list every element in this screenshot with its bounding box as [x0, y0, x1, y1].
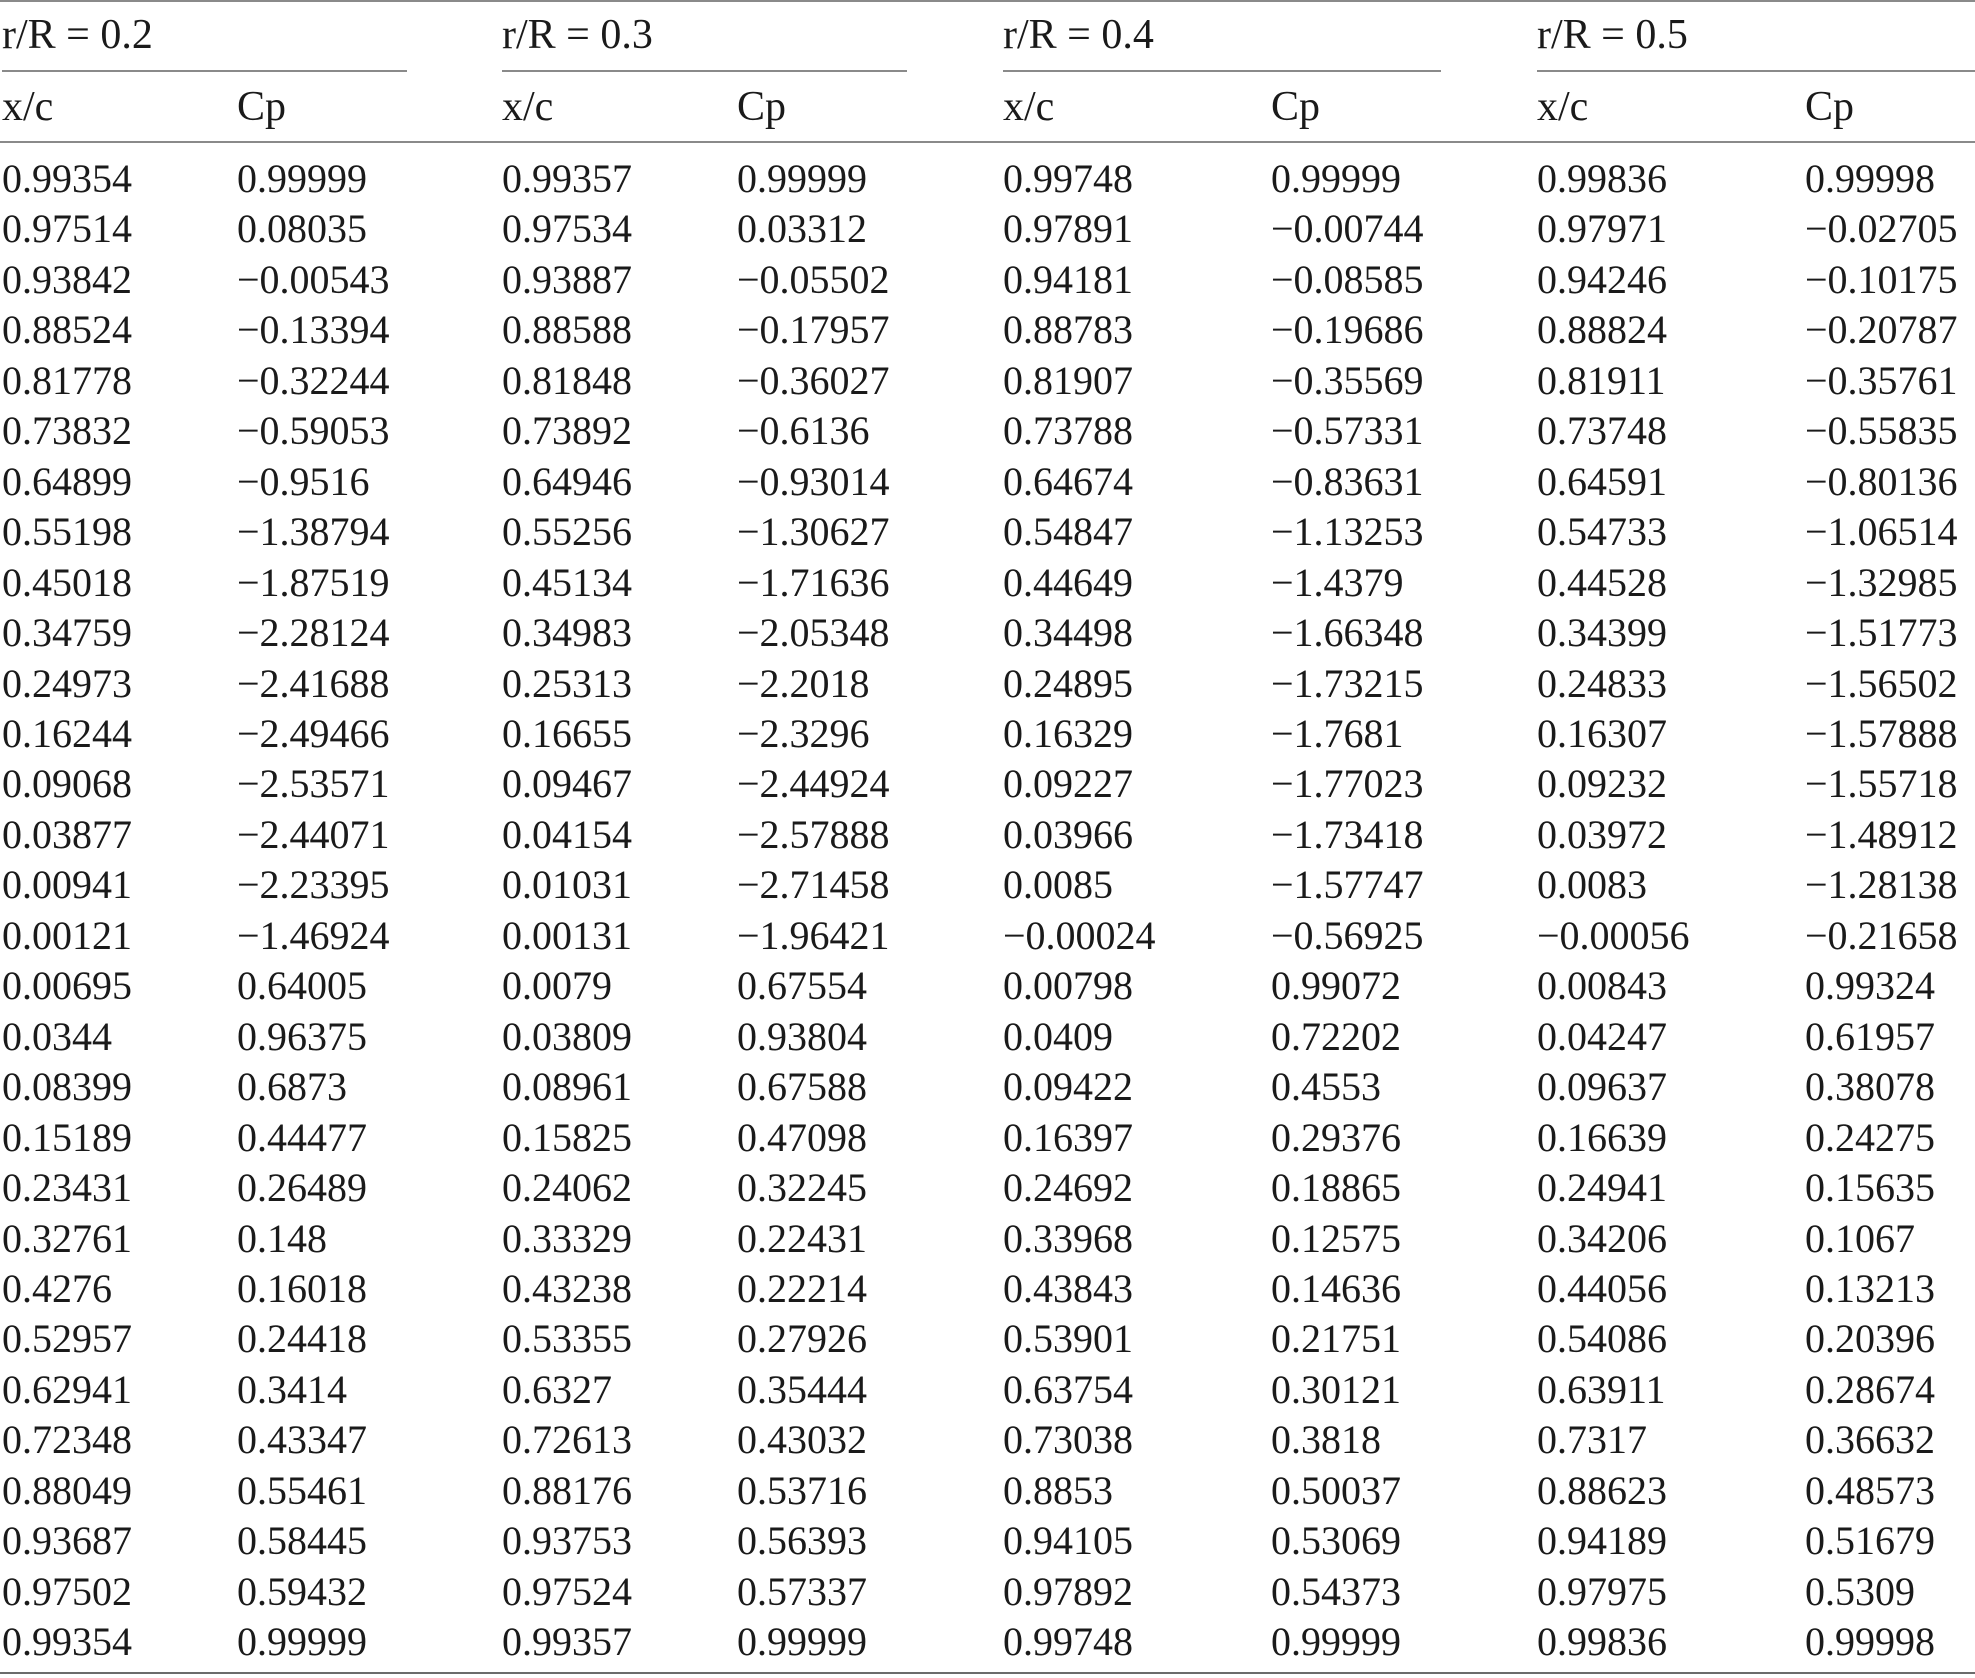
- table-cell-xc: 0.53901: [1003, 1316, 1133, 1362]
- table-cell-xc: 0.97892: [1003, 1568, 1133, 1614]
- table-cell-cp: 0.3414: [237, 1366, 347, 1412]
- table-cell-xc: 0.88588: [502, 307, 632, 353]
- group-title: r/R = 0.4: [1003, 12, 1154, 58]
- table-cell-cp: 0.24418: [237, 1316, 367, 1362]
- table-cell-xc: 0.88524: [2, 307, 132, 353]
- table-cell-xc: 0.08961: [502, 1064, 632, 1110]
- table-cell-xc: 0.72348: [2, 1417, 132, 1463]
- table-cell-cp: −2.05348: [737, 610, 890, 655]
- table-cell-xc: 0.00798: [1003, 963, 1133, 1009]
- table-cell-cp: −1.56502: [1805, 660, 1958, 706]
- table-cell-cp: 0.99999: [1271, 156, 1401, 201]
- table-cell-xc: 0.34759: [2, 610, 132, 655]
- table-cell-xc: 0.4276: [2, 1265, 112, 1311]
- table-cell-xc: 0.00695: [2, 963, 132, 1009]
- table-cell-xc: 0.0085: [1003, 862, 1113, 908]
- column-header-xc: x/c: [502, 84, 554, 130]
- table-cell-xc: 0.54733: [1537, 509, 1667, 555]
- table-cell-cp: 0.58445: [237, 1518, 367, 1564]
- table-cell-cp: 0.99998: [1805, 1619, 1935, 1665]
- table-cell-xc: 0.16244: [2, 711, 132, 756]
- table-cell-cp: 0.53716: [737, 1467, 867, 1513]
- table-cell-cp: −1.73215: [1271, 660, 1424, 706]
- table-cell-xc: 0.0079: [502, 963, 612, 1009]
- table-cell-xc: 0.00941: [2, 862, 132, 908]
- table-cell-cp: −1.38794: [237, 509, 390, 555]
- table-cell-xc: 0.88824: [1537, 307, 1667, 353]
- table-cell-cp: 0.1067: [1805, 1215, 1915, 1261]
- table-cell-xc: 0.54847: [1003, 509, 1133, 555]
- table-cell-cp: −1.73418: [1271, 811, 1424, 857]
- table-cell-cp: −0.21658: [1805, 912, 1958, 958]
- table-cell-cp: −0.00543: [237, 256, 390, 302]
- table-cell-cp: 0.64005: [237, 963, 367, 1009]
- table-cell-xc: 0.09068: [2, 761, 132, 807]
- table-cell-cp: −0.13394: [237, 307, 390, 353]
- table-cell-xc: 0.53355: [502, 1316, 632, 1362]
- table-cell-cp: −0.9516: [237, 458, 370, 504]
- table-cell-xc: 0.93687: [2, 1518, 132, 1564]
- table-cell-xc: 0.88783: [1003, 307, 1133, 353]
- table-cell-xc: 0.72613: [502, 1417, 632, 1463]
- table-cell-xc: 0.93887: [502, 256, 632, 302]
- table-cell-xc: 0.34399: [1537, 610, 1667, 655]
- table-cell-cp: 0.36632: [1805, 1417, 1935, 1463]
- table-cell-cp: −1.96421: [737, 912, 890, 958]
- table-cell-xc: 0.81778: [2, 357, 132, 403]
- table-cell-cp: 0.08035: [237, 206, 367, 252]
- table-cell-cp: −1.55718: [1805, 761, 1958, 807]
- table-cell-cp: −0.00744: [1271, 206, 1424, 252]
- table-cell-xc: 0.93753: [502, 1518, 632, 1564]
- table-cell-cp: −0.35569: [1271, 357, 1424, 403]
- table-cell-xc: 0.55256: [502, 509, 632, 555]
- table-cell-cp: 0.03312: [737, 206, 867, 252]
- table-cell-cp: 0.99998: [1805, 156, 1935, 201]
- table-cell-xc: 0.08399: [2, 1064, 132, 1110]
- table-cell-xc: 0.55198: [2, 509, 132, 555]
- table-cell-xc: 0.97891: [1003, 206, 1133, 252]
- table-cell-xc: 0.25313: [502, 660, 632, 706]
- table-cell-cp: −1.57747: [1271, 862, 1424, 908]
- table-cell-cp: −2.49466: [237, 711, 390, 756]
- table-cell-cp: 0.13213: [1805, 1265, 1935, 1311]
- group-title-rule: [2, 70, 407, 72]
- table-cell-xc: 0.97971: [1537, 206, 1667, 252]
- table-cell-xc: 0.01031: [502, 862, 632, 908]
- table-cell-cp: 0.15635: [1805, 1165, 1935, 1210]
- table-cell-xc: 0.16397: [1003, 1114, 1133, 1160]
- group-title-rule: [1003, 70, 1441, 72]
- table-cell-xc: 0.97534: [502, 206, 632, 252]
- table-cell-cp: −0.05502: [737, 256, 890, 302]
- table-cell-cp: −0.93014: [737, 458, 890, 504]
- table-cell-xc: 0.81848: [502, 357, 632, 403]
- table-cell-cp: −1.87519: [237, 559, 390, 605]
- table-cell-xc: 0.99748: [1003, 1619, 1133, 1665]
- table-cell-cp: −1.13253: [1271, 509, 1424, 555]
- table-cell-xc: 0.99836: [1537, 156, 1667, 201]
- column-header-cp: Cp: [237, 84, 287, 130]
- column-header-cp: Cp: [737, 84, 787, 130]
- table-cell-cp: 0.51679: [1805, 1518, 1935, 1564]
- table-cell-cp: 0.12575: [1271, 1215, 1401, 1261]
- table-cell-xc: 0.64946: [502, 458, 632, 504]
- table-cell-cp: 0.43347: [237, 1417, 367, 1463]
- table-cell-cp: −1.46924: [237, 912, 390, 958]
- table-cell-xc: 0.94105: [1003, 1518, 1133, 1564]
- table-cell-cp: −0.17957: [737, 307, 890, 353]
- table-cell-cp: −0.02705: [1805, 206, 1958, 252]
- table-cell-xc: 0.09422: [1003, 1064, 1133, 1110]
- table-cell-xc: 0.03809: [502, 1013, 632, 1059]
- table-cell-xc: 0.24833: [1537, 660, 1667, 706]
- table-cell-xc: 0.33329: [502, 1215, 632, 1261]
- table-cell-cp: −0.57331: [1271, 408, 1424, 454]
- table-cell-cp: 0.6873: [237, 1064, 347, 1110]
- column-header-xc: x/c: [1537, 84, 1589, 130]
- table-cell-cp: 0.47098: [737, 1114, 867, 1160]
- table-cell-cp: −0.80136: [1805, 458, 1958, 504]
- table-cell-xc: 0.33968: [1003, 1215, 1133, 1261]
- table-cell-cp: 0.56393: [737, 1518, 867, 1564]
- column-header-cp: Cp: [1271, 84, 1321, 130]
- table-cell-cp: −0.6136: [737, 408, 870, 454]
- table-cell-cp: 0.99324: [1805, 963, 1935, 1009]
- table-cell-cp: −0.55835: [1805, 408, 1958, 454]
- table-cell-xc: 0.64674: [1003, 458, 1133, 504]
- table-cell-cp: 0.21751: [1271, 1316, 1401, 1362]
- table-cell-xc: 0.97502: [2, 1568, 132, 1614]
- table-cell-xc: 0.99836: [1537, 1619, 1667, 1665]
- table-cell-xc: 0.73748: [1537, 408, 1667, 454]
- table-cell-cp: −0.35761: [1805, 357, 1958, 403]
- group-title: r/R = 0.5: [1537, 12, 1688, 58]
- group-title: r/R = 0.2: [2, 12, 153, 58]
- table-cell-cp: −1.7681: [1271, 711, 1404, 756]
- table-top-rule: [0, 0, 1975, 2]
- table-header-rule: [0, 141, 1975, 143]
- table-cell-cp: −1.28138: [1805, 862, 1958, 908]
- table-cell-cp: −1.4379: [1271, 559, 1404, 605]
- table-cell-cp: −0.32244: [237, 357, 390, 403]
- table-cell-xc: 0.43843: [1003, 1265, 1133, 1311]
- table-cell-cp: 0.16018: [237, 1265, 367, 1311]
- table-cell-cp: −1.71636: [737, 559, 890, 605]
- table-cell-xc: 0.0344: [2, 1013, 112, 1059]
- table-cell-xc: 0.00131: [502, 912, 632, 958]
- table-cell-cp: −2.44071: [237, 811, 390, 857]
- table-cell-xc: 0.15825: [502, 1114, 632, 1160]
- column-header-xc: x/c: [2, 84, 54, 130]
- table-cell-cp: 0.18865: [1271, 1165, 1401, 1210]
- table-cell-xc: 0.6327: [502, 1366, 612, 1412]
- table-cell-xc: 0.44528: [1537, 559, 1667, 605]
- table-cell-cp: 0.26489: [237, 1165, 367, 1210]
- table-cell-xc: 0.81911: [1537, 357, 1666, 403]
- table-cell-xc: 0.7317: [1537, 1417, 1647, 1463]
- table-cell-cp: −0.36027: [737, 357, 890, 403]
- table-cell-cp: −0.83631: [1271, 458, 1424, 504]
- table-cell-cp: −2.2018: [737, 660, 870, 706]
- table-cell-xc: 0.63911: [1537, 1366, 1666, 1412]
- table-cell-xc: 0.09637: [1537, 1064, 1667, 1110]
- table-cell-xc: 0.45018: [2, 559, 132, 605]
- table-cell-cp: −2.3296: [737, 711, 870, 756]
- table-cell-xc: 0.94181: [1003, 256, 1133, 302]
- table-cell-cp: −2.28124: [237, 610, 390, 655]
- table-cell-xc: 0.99357: [502, 1619, 632, 1665]
- table-cell-xc: 0.03877: [2, 811, 132, 857]
- table-cell-xc: 0.94189: [1537, 1518, 1667, 1564]
- table-cell-cp: −0.56925: [1271, 912, 1424, 958]
- table-cell-cp: −1.77023: [1271, 761, 1424, 807]
- table-cell-xc: 0.52957: [2, 1316, 132, 1362]
- table-cell-cp: 0.24275: [1805, 1114, 1935, 1160]
- group-title: r/R = 0.3: [502, 12, 653, 58]
- table-cell-cp: 0.99999: [1271, 1619, 1401, 1665]
- table-cell-xc: 0.73038: [1003, 1417, 1133, 1463]
- table-cell-xc: 0.73892: [502, 408, 632, 454]
- table-cell-cp: 0.67554: [737, 963, 867, 1009]
- table-cell-xc: 0.93842: [2, 256, 132, 302]
- table-cell-xc: 0.45134: [502, 559, 632, 605]
- table-cell-cp: 0.29376: [1271, 1114, 1401, 1160]
- table-cell-cp: −2.44924: [737, 761, 890, 807]
- table-cell-cp: −0.08585: [1271, 256, 1424, 302]
- table-cell-cp: 0.59432: [237, 1568, 367, 1614]
- column-header-xc: x/c: [1003, 84, 1055, 130]
- table-cell-xc: 0.24692: [1003, 1165, 1133, 1210]
- table-cell-xc: 0.62941: [2, 1366, 132, 1412]
- table-cell-cp: 0.55461: [237, 1467, 367, 1513]
- table-cell-xc: 0.88049: [2, 1467, 132, 1513]
- table-cell-cp: 0.14636: [1271, 1265, 1401, 1311]
- table-cell-cp: 0.99072: [1271, 963, 1401, 1009]
- table-cell-xc: 0.97524: [502, 1568, 632, 1614]
- table-bottom-rule: [0, 1672, 1975, 1674]
- table-cell-cp: 0.20396: [1805, 1316, 1935, 1362]
- table-cell-cp: 0.38078: [1805, 1064, 1935, 1110]
- table-cell-cp: 0.99999: [737, 156, 867, 201]
- table-cell-cp: 0.32245: [737, 1165, 867, 1210]
- table-cell-xc: 0.73832: [2, 408, 132, 454]
- table-cell-cp: −1.30627: [737, 509, 890, 555]
- table-cell-cp: −1.66348: [1271, 610, 1424, 655]
- table-cell-cp: −0.10175: [1805, 256, 1958, 302]
- table-cell-xc: 0.8853: [1003, 1467, 1113, 1513]
- table-cell-xc: 0.32761: [2, 1215, 132, 1261]
- table-cell-xc: 0.04247: [1537, 1013, 1667, 1059]
- table-cell-cp: 0.27926: [737, 1316, 867, 1362]
- table-cell-xc: 0.81907: [1003, 357, 1133, 403]
- table-cell-cp: 0.53069: [1271, 1518, 1401, 1564]
- table-cell-xc: 0.24941: [1537, 1165, 1667, 1210]
- table-cell-xc: 0.63754: [1003, 1366, 1133, 1412]
- table-cell-xc: 0.24895: [1003, 660, 1133, 706]
- table-cell-cp: 0.43032: [737, 1417, 867, 1463]
- table-cell-xc: 0.64591: [1537, 458, 1667, 504]
- table-cell-cp: 0.4553: [1271, 1064, 1381, 1110]
- table-cell-xc: 0.99748: [1003, 156, 1133, 201]
- table-cell-cp: −2.71458: [737, 862, 890, 908]
- table-cell-xc: 0.16639: [1537, 1114, 1667, 1160]
- table-cell-xc: 0.88176: [502, 1467, 632, 1513]
- table-cell-cp: −2.53571: [237, 761, 390, 807]
- table-cell-xc: 0.0083: [1537, 862, 1647, 908]
- table-cell-xc: 0.0409: [1003, 1013, 1113, 1059]
- table-cell-xc: 0.99357: [502, 156, 632, 201]
- table-cell-cp: 0.48573: [1805, 1467, 1935, 1513]
- table-cell-xc: 0.73788: [1003, 408, 1133, 454]
- table-cell-xc: 0.24062: [502, 1165, 632, 1210]
- table-cell-cp: −0.19686: [1271, 307, 1424, 353]
- table-cell-xc: 0.88623: [1537, 1467, 1667, 1513]
- table-cell-xc: 0.09467: [502, 761, 632, 807]
- table-cell-cp: −2.41688: [237, 660, 390, 706]
- table-cell-cp: 0.72202: [1271, 1013, 1401, 1059]
- table-cell-xc: 0.04154: [502, 811, 632, 857]
- table-cell-xc: 0.34206: [1537, 1215, 1667, 1261]
- table-cell-xc: 0.44649: [1003, 559, 1133, 605]
- table-cell-cp: −1.06514: [1805, 509, 1958, 555]
- table-cell-xc: 0.97975: [1537, 1568, 1667, 1614]
- table-cell-xc: 0.43238: [502, 1265, 632, 1311]
- table-cell-cp: 0.99999: [237, 156, 367, 201]
- table-cell-xc: 0.94246: [1537, 256, 1667, 302]
- table-cell-cp: 0.99999: [237, 1619, 367, 1665]
- table-cell-cp: −0.59053: [237, 408, 390, 454]
- group-title-rule: [502, 70, 907, 72]
- column-header-cp: Cp: [1805, 84, 1855, 130]
- table-cell-cp: 0.5309: [1805, 1568, 1915, 1614]
- table-cell-xc: 0.16329: [1003, 711, 1133, 756]
- table-cell-cp: −0.20787: [1805, 307, 1958, 353]
- table-cell-xc: 0.16307: [1537, 711, 1667, 756]
- table-cell-xc: 0.23431: [2, 1165, 132, 1210]
- table-cell-cp: 0.50037: [1271, 1467, 1401, 1513]
- table-cell-xc: 0.00843: [1537, 963, 1667, 1009]
- table-cell-xc: 0.16655: [502, 711, 632, 756]
- table-cell-cp: 0.61957: [1805, 1013, 1935, 1059]
- table-cell-xc: 0.97514: [2, 206, 132, 252]
- table-cell-xc: −0.00056: [1537, 912, 1690, 958]
- table-cell-cp: −1.51773: [1805, 610, 1958, 655]
- table-cell-cp: 0.28674: [1805, 1366, 1935, 1412]
- table-cell-xc: 0.54086: [1537, 1316, 1667, 1362]
- table-cell-cp: 0.54373: [1271, 1568, 1401, 1614]
- table-cell-cp: 0.93804: [737, 1013, 867, 1059]
- table-cell-cp: 0.96375: [237, 1013, 367, 1059]
- table-cell-xc: 0.34983: [502, 610, 632, 655]
- table-cell-cp: 0.3818: [1271, 1417, 1381, 1463]
- table-cell-cp: 0.99999: [737, 1619, 867, 1665]
- table-cell-xc: 0.64899: [2, 458, 132, 504]
- table-cell-cp: 0.35444: [737, 1366, 867, 1412]
- table-cell-cp: 0.44477: [237, 1114, 367, 1160]
- table-cell-xc: 0.00121: [2, 912, 132, 958]
- table-cell-xc: −0.00024: [1003, 912, 1156, 958]
- group-title-rule: [1537, 70, 1975, 72]
- table-cell-cp: −1.32985: [1805, 559, 1958, 605]
- table-cell-cp: −1.48912: [1805, 811, 1958, 857]
- table-cell-xc: 0.03972: [1537, 811, 1667, 857]
- table-cell-cp: 0.22214: [737, 1265, 867, 1311]
- table-cell-xc: 0.09232: [1537, 761, 1667, 807]
- table-cell-cp: 0.22431: [737, 1215, 867, 1261]
- table-cell-cp: 0.67588: [737, 1064, 867, 1110]
- table-cell-xc: 0.03966: [1003, 811, 1133, 857]
- table-cell-cp: −2.23395: [237, 862, 390, 908]
- table-cell-xc: 0.99354: [2, 1619, 132, 1665]
- table-cell-xc: 0.09227: [1003, 761, 1133, 807]
- table-cell-xc: 0.24973: [2, 660, 132, 706]
- table-cell-cp: −1.57888: [1805, 711, 1958, 756]
- table-cell-cp: 0.57337: [737, 1568, 867, 1614]
- table-cell-xc: 0.15189: [2, 1114, 132, 1160]
- table-cell-xc: 0.99354: [2, 156, 132, 201]
- table-cell-cp: 0.30121: [1271, 1366, 1401, 1412]
- table-cell-xc: 0.44056: [1537, 1265, 1667, 1311]
- table-cell-cp: −2.57888: [737, 811, 890, 857]
- table-cell-xc: 0.34498: [1003, 610, 1133, 655]
- table-cell-cp: 0.148: [237, 1215, 327, 1261]
